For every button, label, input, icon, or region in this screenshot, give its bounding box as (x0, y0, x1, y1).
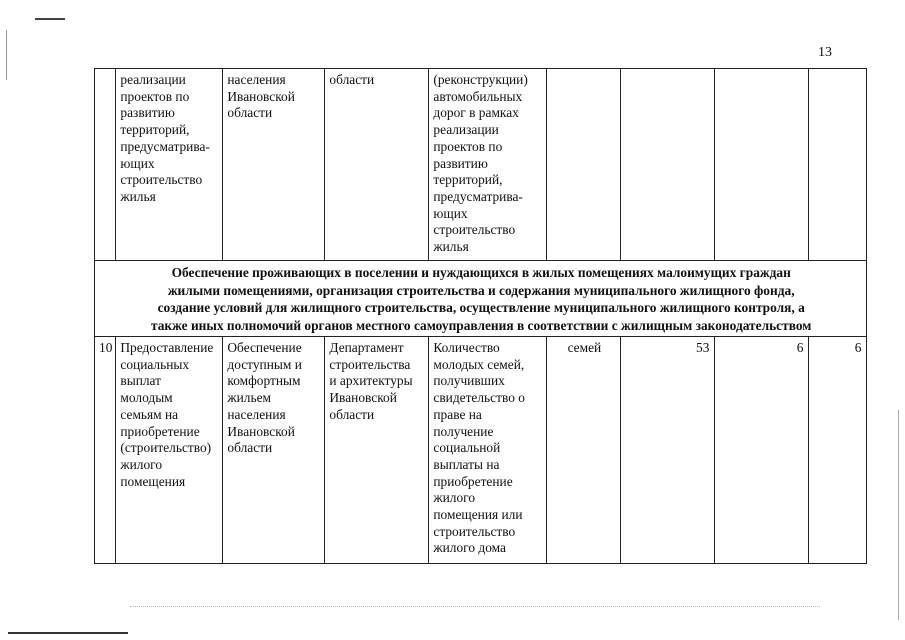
text-line: Обеспечение (227, 340, 302, 355)
text-line: дорог в рамках (433, 105, 519, 121)
text-line: области (329, 406, 375, 422)
text-line: строительства (329, 356, 411, 372)
text-line: (строительство) (120, 440, 212, 456)
scan-artifact-right (898, 410, 899, 620)
text-line: Количество (433, 340, 500, 355)
text-line: выплат (120, 373, 162, 389)
text-line: Департамент (329, 340, 404, 355)
text-line: комфортным (227, 373, 301, 389)
cell-value-2 (715, 69, 809, 261)
text-line: жилыми помещениями, организация строительства и содержания муниципального жилищного фонда, (167, 282, 795, 298)
text-line: территорий, (433, 172, 503, 188)
text-line: свидетельство о (433, 390, 525, 406)
text-line: доступным и (227, 356, 302, 372)
text-line: получение (433, 423, 494, 439)
text-line: строительство (433, 523, 516, 539)
text-line: ющих (120, 155, 155, 171)
cell-value-3: 6 (809, 337, 867, 564)
section-header-row (95, 261, 867, 337)
text-line: строительство (433, 222, 516, 238)
text-line: социальной (433, 440, 501, 456)
text-line: праве на (433, 406, 482, 422)
text-line: населения (227, 72, 286, 87)
text-line: жилья (433, 239, 469, 255)
table-row-10 (95, 337, 867, 564)
text-line: жилья (120, 188, 156, 204)
text-line: развитию (433, 155, 488, 171)
text-line: (реконструкции) (433, 72, 528, 87)
text-line: территорий, (120, 122, 190, 138)
scan-artifact-left (6, 30, 7, 80)
text-line: населения (227, 406, 286, 422)
row-number: 10 (95, 337, 116, 564)
text-line: жилого (433, 490, 476, 506)
text-line: жилого (120, 456, 163, 472)
text-line: области (227, 105, 273, 121)
program-table (94, 68, 867, 564)
text-line: Предоставление (120, 340, 214, 355)
scan-artifact-top (35, 18, 65, 20)
text-line: молодым (120, 390, 173, 406)
text-line: молодых семей, (433, 356, 525, 372)
cell-measure (116, 69, 223, 261)
text-line: помещения (120, 473, 186, 489)
text-line: развитию (120, 105, 175, 121)
cell-indicator (429, 69, 547, 261)
text-line: получивших (433, 373, 505, 389)
text-line: Ивановской (227, 423, 295, 439)
cell-indicator (429, 337, 547, 564)
scan-artifact-bottom (8, 632, 128, 634)
cell-executor (325, 337, 429, 564)
text-line: проектов по (120, 88, 190, 104)
text-line: помещения или (433, 507, 523, 523)
text-line: приобретение (433, 473, 513, 489)
text-line: автомобильных (433, 88, 523, 104)
text-line: Ивановской (227, 88, 295, 104)
text-line: предусматрива- (120, 138, 210, 154)
text-line: Обеспечение проживающих в поселении и нуждающихся в жилых помещениях малоимущих граждан (171, 265, 791, 280)
text-line: области (227, 440, 273, 456)
table-row-continuation (95, 69, 867, 261)
text-line: области (329, 72, 375, 87)
cell-goal (223, 337, 325, 564)
text-line: создание условий для жилищного строительства, осуществление муниципального жилищного контроля, а (157, 300, 805, 315)
text-line: приобретение (120, 423, 200, 439)
text-line: жильем (227, 390, 272, 406)
cell-value-1 (621, 69, 715, 261)
cell-goal (223, 69, 325, 261)
text-line: реализации (433, 122, 499, 138)
cell-value-1: 53 (621, 337, 715, 564)
text-line: жилого дома (433, 540, 506, 556)
cell-number (95, 69, 116, 261)
text-line: Ивановской (329, 390, 397, 406)
page-number: 13 (818, 45, 832, 60)
cell-value-2: 6 (715, 337, 809, 564)
text-line: проектов по (433, 138, 503, 154)
text-line: ющих (433, 205, 468, 221)
cell-unit: семей (547, 337, 621, 564)
scan-artifact-dotted (130, 606, 820, 607)
text-line: семьям на (120, 406, 179, 422)
cell-executor (325, 69, 429, 261)
text-line: также иных полномочий органов местного самоуправления в соответствии с жилищным законодательством (150, 317, 812, 333)
text-line: реализации (120, 72, 186, 87)
cell-value-3 (809, 69, 867, 261)
text-line: строительство (120, 172, 203, 188)
text-line: предусматрива- (433, 188, 523, 204)
text-line: и архитектуры (329, 373, 413, 389)
text-line: выплаты на (433, 456, 500, 472)
text-line: социальных (120, 356, 190, 372)
cell-measure (116, 337, 223, 564)
cell-unit (547, 69, 621, 261)
section-header (95, 261, 867, 337)
